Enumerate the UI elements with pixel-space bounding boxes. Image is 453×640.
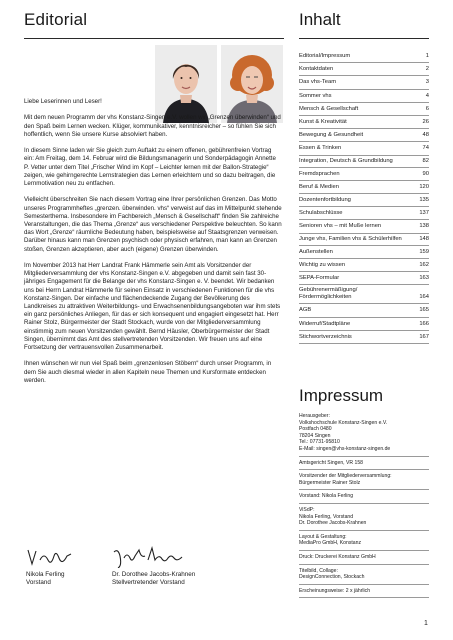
inhalt-rule — [299, 38, 429, 39]
impressum-line: 78204 Singen — [299, 432, 331, 439]
toc-page: 163 — [419, 275, 429, 282]
impressum-block-layout — [299, 531, 429, 551]
toc-title: Kontaktdaten — [299, 66, 334, 73]
impressum-line: Druck: Druckerei Konstanz GmbH — [299, 553, 376, 560]
toc-title: Bewegung & Gesundheit — [299, 132, 364, 139]
editorial-paragraph: Mit dem neuen Programm der vhs Konstanz-Singen e.V. wollen wir „Grenzen überwinden“ und den Spaß beim Lernen wecken. Klüger, kommunikativer, kenntnisreicher – so fühlen Sie sich hoffentlich, wenn Sie unsere Kurse absolviert haben. — [24, 114, 281, 138]
signature-nikola-ferling — [26, 546, 86, 573]
toc-title: Dozentenfortbildung — [299, 197, 351, 204]
editorial-text — [24, 98, 282, 393]
toc-page: 2 — [425, 66, 429, 73]
toc-page: 6 — [425, 105, 429, 112]
impressum — [299, 410, 429, 598]
toc-page: 120 — [419, 183, 429, 190]
impressum-line: Amtsgericht Singen, VR 158 — [299, 459, 363, 466]
editorial-paragraph: Im November 2013 hat Herr Landrat Frank Hämmerle sein Amt als Vorsitzender der Mitgliederversammlung der vhs Konstanz-Singen e.V. abgegeben und damit sein fast 30-jähriges Engagement für die Belange der vhs Konstanz-Singen e. V. beendet. Wir bedanken uns bei Herrn Landrat Hämmerle für seinen Einsatz in verschiedenen Funktionen für die vhs Konstanz-Singen. Der einfache und flächendeckende Zugang der Bevölkerung des Landkreises zu attraktiven Weiterbildungs- und Erwachsenenbildungsangeboten war ihm stets ein ganz persönliches Anliegen, für das er sich konsequent und engagiert eingesetzt hat. Herr Rainer Stolz, Bürgermeister der Stadt Stockach, wurde von der Mitgliederversammlung einstimmig zum neuen Vorsitzenden gewählt. Bernd Häusler, Oberbürgermeister der Stadt Singen, übernimmt das Amt des stellvertretenden Vorsitzenden. Wir freuen uns auf eine Fortsetzung der vertrauensvollen Zusammenarbeit. — [24, 262, 281, 352]
impressum-line: Bürgermeister Rainer Stolz — [299, 479, 361, 486]
impressum-block-court — [299, 457, 429, 471]
page-number: 1 — [424, 620, 428, 627]
toc-entry[interactable] — [299, 246, 429, 259]
toc-entry[interactable] — [299, 318, 429, 331]
toc-entry[interactable] — [299, 207, 429, 220]
signatory-name: Nikola Ferling — [26, 571, 65, 578]
impressum-line: Nikola Ferling, Vorstand — [299, 513, 354, 520]
toc-entry[interactable] — [299, 168, 429, 181]
toc-title: AGB — [299, 307, 312, 314]
toc-page: 162 — [419, 262, 429, 268]
impressum-block-frequency — [299, 585, 429, 599]
impressum-email[interactable]: E-Mail: singen@vhs-konstanz-singen.de — [299, 445, 391, 452]
toc-entry[interactable] — [299, 129, 429, 142]
toc-entry[interactable] — [299, 220, 429, 233]
toc-page: 74 — [422, 145, 429, 152]
toc-page: 1 — [425, 53, 429, 59]
toc-title: Das vhs-Team — [299, 79, 337, 86]
signatory-role: Vorstand — [26, 579, 51, 587]
toc-title: Kunst & Kreativität — [299, 118, 347, 125]
toc-entry[interactable] — [299, 116, 429, 129]
table-of-contents — [299, 50, 429, 344]
toc-page: 138 — [419, 223, 429, 230]
toc-title: Senioren vhs – mit Muße lernen — [299, 223, 382, 230]
toc-title: Wichtig zu wissen — [299, 262, 346, 268]
impressum-line: Volkshochschule Konstanz-Singen e.V. — [299, 419, 388, 426]
toc-entry[interactable] — [299, 194, 429, 207]
editorial-paragraph: Ihnen wünschen wir nun viel Spaß beim „grenzenlosen Stöbern“ durch unser Programm, in dem Sie auch diesmal wieder in allen Kapiteln neue Themen und Kursformate entdecken werden. — [24, 360, 272, 384]
impressum-block-chair — [299, 470, 429, 490]
impressum-line: Layout & Gestaltung: — [299, 533, 347, 540]
toc-page: 148 — [419, 235, 429, 242]
toc-title: Beruf & Medien — [299, 183, 339, 190]
impressum-block-print — [299, 551, 429, 565]
impressum-line: ViSdP: — [299, 506, 315, 513]
toc-title: Junge vhs, Familien vhs & Schülerhilfen — [299, 235, 402, 242]
toc-title: SEPA-Formular — [299, 275, 340, 282]
impressum-line: MediaPro GmbH, Konstanz — [299, 540, 362, 547]
signatory-2 — [112, 571, 195, 587]
signature-dorothee-jacobs-krahnen — [112, 546, 192, 573]
toc-entry[interactable] — [299, 272, 429, 285]
toc-page: 26 — [422, 118, 429, 125]
toc-title: Widerruf/Stadtpläne — [299, 320, 351, 327]
toc-title: Mensch & Gesellschaft — [299, 105, 359, 112]
toc-title: Schulabschlüsse — [299, 210, 343, 217]
toc-page: 82 — [422, 157, 429, 164]
impressum-heading: Impressum — [299, 386, 384, 405]
impressum-line: Titelbild, Collage: — [299, 567, 338, 574]
editorial-paragraph: In diesem Sinne laden wir Sie gleich zum Auftakt zu einem offenen, gebührenfreien Vortrag ein: Am Freitag, dem 14. Februar wird die Bildungsmanagerin und Sonderpädagogin Annette P. Vetter unter dem Titel „Frischer Wind im Kopf – Leichter lernen mit der Ballon-Strategie“ zeigen, wie gehirngerechte Lernstrategien das Lernen erleichtern und so dazu beitragen, die Lernmotivation neu zu entfachen. — [24, 147, 276, 187]
toc-entry[interactable] — [299, 90, 429, 103]
toc-page: 137 — [419, 210, 429, 217]
toc-title: Stichwortverzeichnis — [299, 333, 352, 340]
salutation: Liebe Leserinnen und Leser! — [24, 98, 102, 105]
impressum-line: Tel.: 07731-95810 — [299, 439, 340, 446]
toc-entry[interactable] — [299, 234, 429, 246]
toc-title: Essen & Trinken — [299, 145, 342, 152]
impressum-line: Dr. Dorothee Jacobs-Krahnen — [299, 520, 367, 527]
impressum-block-board — [299, 490, 429, 504]
toc-entry[interactable] — [299, 63, 429, 76]
toc-title: Gebührenermäßigung/ Fördermöglichkeiten — [299, 287, 358, 301]
impressum-line: DesignConnection, Stockach — [299, 574, 365, 581]
signatory-name: Dr. Dorothee Jacobs-Krahnen — [112, 571, 196, 578]
toc-page: 90 — [422, 170, 429, 177]
signatory-role: Stellvertretender Vorstand — [112, 579, 185, 587]
toc-entry[interactable] — [299, 103, 429, 116]
impressum-block-publisher — [299, 410, 429, 457]
toc-page: 165 — [419, 307, 429, 314]
toc-entry[interactable] — [299, 285, 429, 304]
toc-page: 159 — [419, 248, 429, 255]
editorial-rule — [24, 38, 284, 39]
editorial-paragraph: Vielleicht überschreiten Sie nach diesem Vortrag eine Ihrer persönlichen Grenzen. Das Motto unseres Programmheftes „grenzen. überwinden. vhs“ verweist auf das im Mittelpunkt stehende Semesterthema. Insbesondere im Fachbereich „Mensch & Gesellschaft“ finden Sie zahlreiche Veranstaltungen, die das Thema „Grenze“ aus verschiedener Perspektive beleuchten. So kann das Wort „Grenze“ räumliche Bedeutung haben, beispielsweise auf Staatsgrenzen verweisen. Darüber hinaus kann man Grenzen psychisch oder physisch erfahren, man kann an Grenzen stoßen, Grenzen akzeptieren, aber auch (eigene) Grenzen überwinden. — [24, 196, 282, 253]
toc-title: Fremdsprachen — [299, 170, 340, 177]
toc-title: Sommer vhs — [299, 92, 332, 99]
toc-page: 164 — [419, 294, 429, 301]
toc-title: Integration, Deutsch & Grundbildung — [299, 157, 393, 164]
editorial-heading: Editorial — [24, 10, 88, 29]
impressum-line: Erscheinungsweise: 2 x jährlich — [299, 587, 371, 594]
toc-page: 4 — [425, 92, 429, 99]
toc-entry[interactable] — [299, 259, 429, 272]
toc-entry[interactable] — [299, 181, 429, 194]
toc-title: Außenstellen — [299, 248, 333, 255]
toc-entry[interactable] — [299, 304, 429, 317]
toc-page: 48 — [422, 132, 429, 139]
toc-entry[interactable] — [299, 76, 429, 89]
signatory-1 — [26, 571, 65, 587]
toc-page: 3 — [425, 79, 429, 86]
inhalt-heading: Inhalt — [299, 10, 341, 29]
impressum-line: Herausgeber: — [299, 413, 330, 419]
impressum-line: Postfach 0480 — [299, 426, 332, 433]
toc-entry[interactable] — [299, 142, 429, 155]
toc-title: Editorial/Impressum — [299, 53, 351, 59]
toc-page: 167 — [419, 333, 429, 340]
toc-entry[interactable] — [299, 50, 429, 63]
toc-page: 166 — [419, 320, 429, 327]
toc-entry[interactable] — [299, 331, 429, 344]
impressum-block-visdp — [299, 504, 429, 531]
toc-entry[interactable] — [299, 156, 429, 168]
impressum-line: Vorsitzender der Mitgliederversammlung: — [299, 473, 392, 480]
impressum-line: Vorstand: Nikola Ferling — [299, 493, 354, 500]
toc-page: 135 — [419, 197, 429, 204]
impressum-block-cover — [299, 565, 429, 585]
